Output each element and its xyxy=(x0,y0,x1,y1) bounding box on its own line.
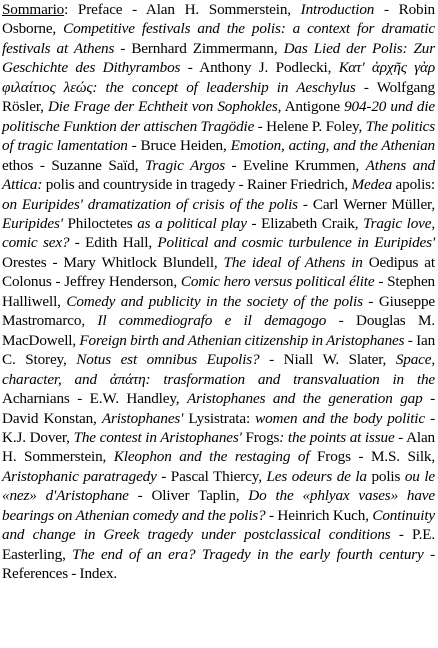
author-text: Antigone xyxy=(281,98,345,116)
author-text: Frogs - M.S. Silk, xyxy=(309,448,435,466)
title-text: The ideal of Athens in xyxy=(223,253,363,271)
author-text: - Carl Werner Müller, xyxy=(297,195,435,213)
title-text: Aristophanes and the generation gap xyxy=(186,390,423,408)
author-text: : Preface - Alan H. Sommerstein, xyxy=(64,1,301,18)
author-text: Orestes - Mary Whitlock Blundell, xyxy=(2,253,224,271)
author-text: - Douglas M. MacDowell, xyxy=(2,312,435,349)
author-text: - Heinrich Kuch, xyxy=(265,506,373,524)
author-text: - P.E. Easterling, xyxy=(2,526,435,563)
author-text: - Robin Osborne, xyxy=(2,1,435,38)
title-text: The end of an era? Tragedy in the early fourth century xyxy=(72,545,424,563)
title-text: : the points at issue xyxy=(279,428,395,446)
title-text: The contest in Aristophanes' xyxy=(73,428,242,446)
title-text: Introduction xyxy=(300,1,375,18)
author-text: - Oliver Taplin, xyxy=(128,487,249,505)
author-text: - K.J. Dover, xyxy=(2,409,435,446)
title-text: Comic hero versus political élite xyxy=(180,273,375,291)
author-text: Oedipus at Colonus - Jeffrey Henderson, xyxy=(2,253,435,291)
title-text: Competitive festivals and the polis: a context for dramatic festivals at Athens xyxy=(2,20,435,57)
title-text: Das Lied der Polis: Zur Geschichte des Dithyrambos xyxy=(2,39,436,77)
title-text: Aristophanes' xyxy=(101,409,184,427)
title-text: Tragic love, comic sex? xyxy=(2,214,435,252)
author-text: - Elizabeth Craik, xyxy=(246,214,364,232)
author-text: - Ian C. Storey, xyxy=(2,331,436,369)
contents-heading: Sommario xyxy=(2,1,65,18)
author-text: - Stephen Halliwell, xyxy=(2,273,435,310)
title-text: ou le «nez» d'Aristophane xyxy=(2,467,436,505)
author-text: - Niall W. Slater, xyxy=(259,351,396,369)
author-text: Lysistrata: xyxy=(183,409,256,427)
author-text: - Helene P. Foley, xyxy=(254,117,366,135)
author-text: Acharnians - E.W. Handley, xyxy=(2,390,187,408)
author-text: - Pascal Thiercy, xyxy=(156,467,267,485)
title-text: Les odeurs de la xyxy=(266,467,367,485)
author-text: - Eveline Krummen, xyxy=(224,156,366,174)
author-text: ethos - Suzanne Saïd, xyxy=(2,156,145,174)
table-of-contents xyxy=(2,0,435,584)
title-text: Space, character, and ἀπάτη: trasformation and transvaluation in the xyxy=(2,351,435,388)
title-text: Emotion, acting, and the Athenian xyxy=(230,137,435,155)
title-text: Continuity and change in Greek tragedy under postclassical conditions xyxy=(2,506,435,544)
title-text: Political and cosmic turbulence in Euripides' xyxy=(157,234,435,252)
title-text: Die Frage der Echtheit von Sophokles, xyxy=(47,98,282,116)
title-text: Tragic Argos xyxy=(144,156,225,174)
author-text: Frogs xyxy=(241,428,280,446)
title-text: Notus est omnibus Eupolis? xyxy=(76,351,260,369)
title-text: Kleophon and the restaging of xyxy=(113,448,310,466)
author-text: apolis: xyxy=(392,176,436,194)
title-text: Comedy and publicity in the society of the polis xyxy=(66,292,363,310)
title-text: 904-20 und die politische Funktion der attischen Tragödie xyxy=(2,98,436,135)
title-text: as a political play xyxy=(137,214,247,232)
author-text: - Bruce Heiden, xyxy=(127,137,231,155)
title-text: Do the «phlyax vases» have bearings on Athenian comedy and the polis? xyxy=(2,487,435,524)
title-text: Medea xyxy=(351,176,393,194)
title-text: Athens and Attica: xyxy=(2,156,435,194)
contents-body xyxy=(2,1,435,582)
title-text: Euripides' xyxy=(2,214,63,232)
author-text: - References - Index. xyxy=(2,545,435,583)
title-text: Foreign birth and Athenian citizenship in Aristophanes xyxy=(79,331,405,349)
author-text: Philoctetes xyxy=(62,214,138,232)
author-text: - Giuseppe Mastromarco, xyxy=(2,292,435,330)
author-text: - Edith Hall, xyxy=(69,234,158,252)
title-text: on Euripides' dramatization of crisis of the polis xyxy=(2,195,298,213)
author-text: - Alan H. Sommerstein, xyxy=(2,428,435,466)
author-text: - Bernhard Zimmermann, xyxy=(114,39,284,57)
title-text: Κατ' ἀρχῆς γὰρ φιλαίτιος λεώς: the concept of leadership in Aeschylus xyxy=(2,59,435,96)
author-text: - Wolfgang Rösler, xyxy=(2,78,435,116)
author-text: - Anthony J. Podlecki, xyxy=(180,59,339,77)
title-text: The politics of tragic lamentation xyxy=(2,117,435,155)
author-text: - David Konstan, xyxy=(2,390,435,427)
title-text: Il commediografo e il demagogo xyxy=(97,312,327,330)
title-text: women and the body politic xyxy=(255,409,425,427)
title-text: Aristophanic paratragedy xyxy=(2,467,157,485)
author-text: polis and countryside in tragedy - Rainer Friedrich, xyxy=(42,176,352,194)
author-text: polis xyxy=(366,467,405,485)
